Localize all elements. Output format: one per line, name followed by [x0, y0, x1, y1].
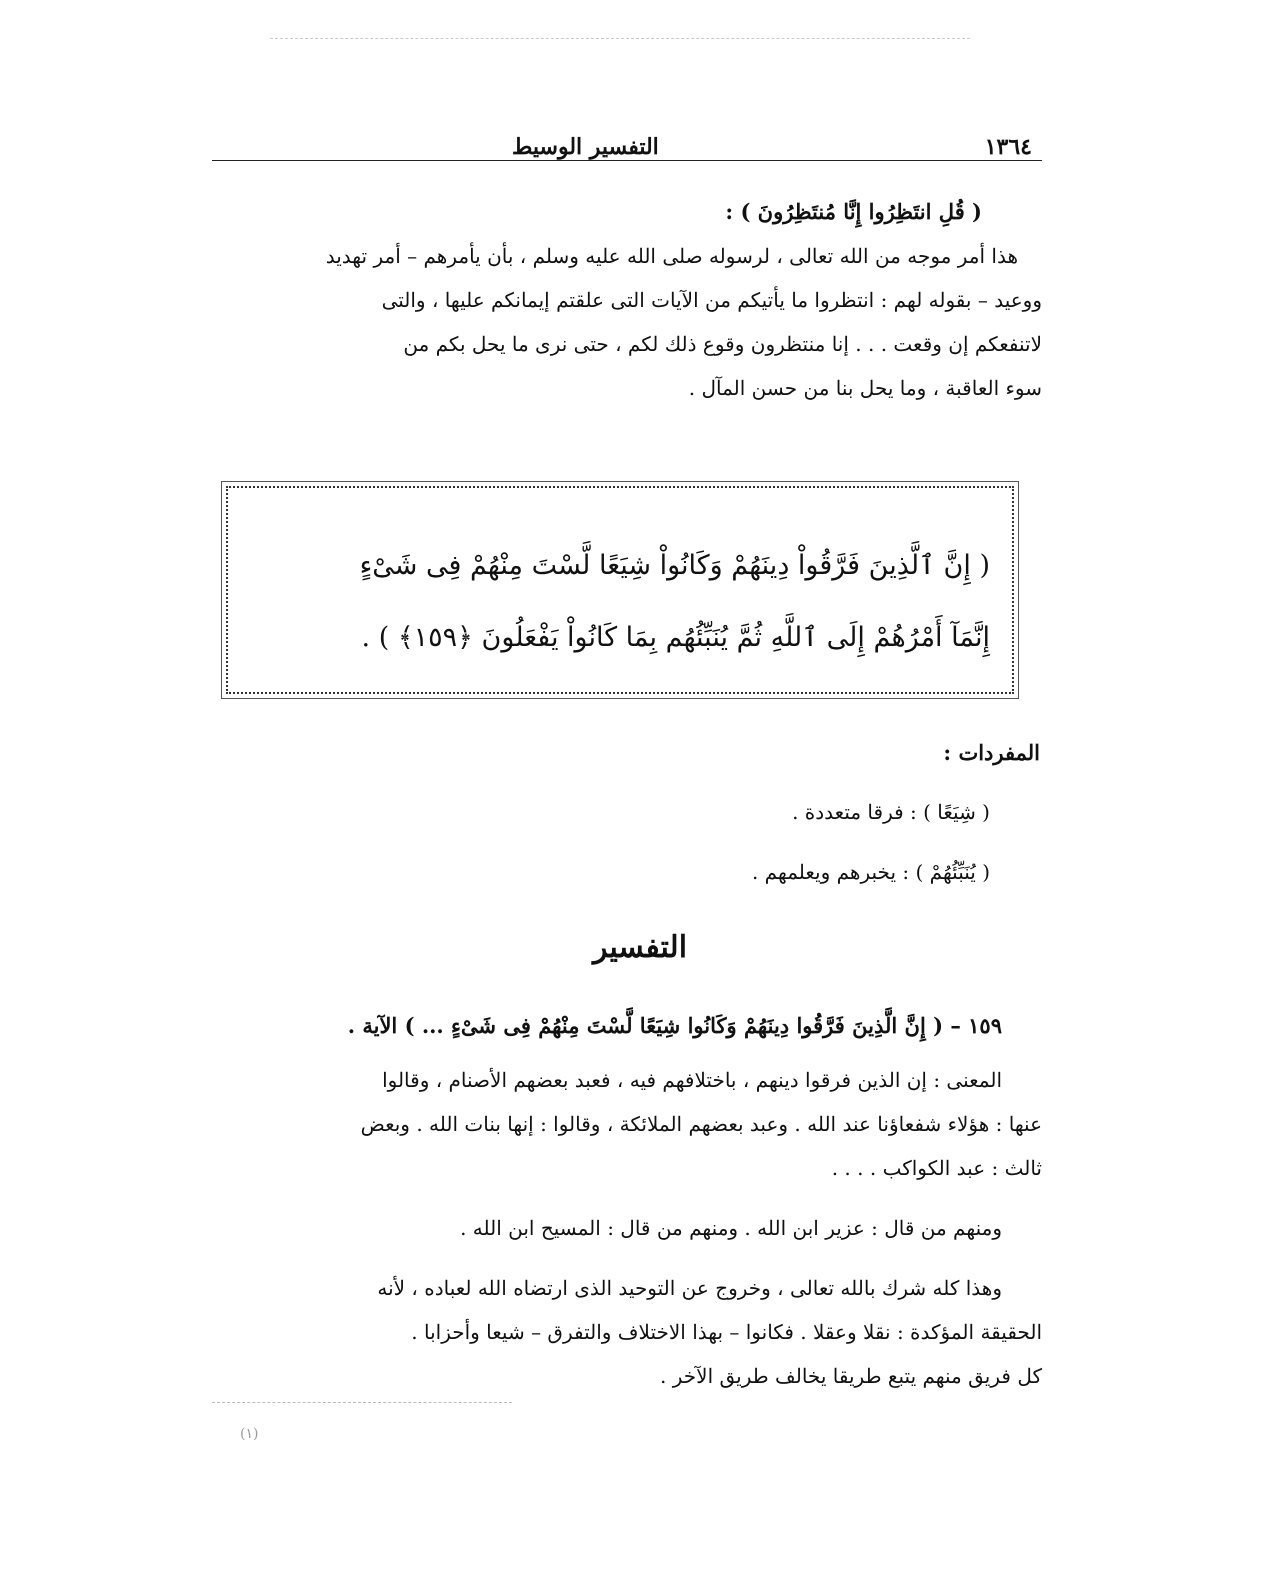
- running-title: التفسير الوسيط: [512, 134, 659, 160]
- tafsir-p3-line-1: وهذا كله شرك بالله تعالى ، وخروج عن التوحيد الذى ارتضاه الله لعباده ، لأنه: [377, 1276, 1002, 1300]
- vocab-item-1: ( شِيَعًا ) : فرقا متعددة .: [792, 800, 990, 824]
- footnote-rule: [212, 1402, 512, 1403]
- top-scan-rule: [270, 38, 970, 39]
- framed-verse: [250, 530, 990, 674]
- tafsir-p2: ومنهم من قال : عزير ابن الله . ومنهم من قال : المسيح ابن الله .: [460, 1216, 1002, 1240]
- vocabulary-heading: المفردات :: [943, 740, 1040, 765]
- intro-line-1: هذا أمر موجه من الله تعالى ، لرسوله صلى الله عليه وسلم ، بأن يأمرهم – أمر تهديد: [325, 244, 1018, 268]
- tafsir-p3-line-3: كل فريق منهم يتبع طريقا يخالف طريق الآخر .: [660, 1364, 1042, 1388]
- tafsir-section: [212, 1004, 1042, 1398]
- intro-section: [212, 190, 1042, 410]
- framed-verse-line-2: إِنَّمَآ أَمْرُهُمْ إِلَى ٱللَّهِ ثُمَّ يُنَبِّئُهُم بِمَا كَانُواْ يَفْعَلُونَ ﴿١٥٩﴾ ) .: [361, 622, 990, 653]
- tafsir-heading: التفسير: [592, 930, 688, 965]
- intro-line-4: سوء العاقبة ، وما يحل بنا من حسن المآل .: [688, 376, 1042, 400]
- tafsir-p3-line-2: الحقيقة المؤكدة : نقلا وعقلا . فكانوا – بهذا الاختلاف والتفرق – شيعا وأحزابا .: [411, 1320, 1042, 1344]
- tafsir-p1-line-2: عنها : هؤلاء شفعاؤنا عند الله . وعبد بعضهم الملائكة ، وقالوا : إنها بنات الله . وبعض: [360, 1112, 1042, 1136]
- intro-line-3: لاتنفعكم إن وقعت . . . إنا منتظرون وقوع ذلك لكم ، حتى نرى ما يحل بكم من: [403, 332, 1042, 356]
- tafsir-verse-ref: ١٥٩ – ( إِنَّ الَّذِينَ فَرَّقُوا دِينَهُمْ وَكَانُوا شِيَعًا لَّسْتَ مِنْهُمْ فِى شَىْءٍ ... ) الآية .: [347, 1013, 1002, 1038]
- intro-verse: ( قُلِ انتَظِرُوا إِنَّا مُنتَظِرُونَ ) :: [725, 199, 982, 224]
- footnote-marker: (١): [240, 1426, 259, 1442]
- tafsir-p1-line-3: ثالث : عبد الكواكب . . . .: [831, 1156, 1042, 1180]
- header-rule: [212, 160, 1042, 161]
- framed-verse-line-1: ( إِنَّ ٱلَّذِينَ فَرَّقُواْ دِينَهُمْ وَكَانُواْ شِيَعًا لَّسْتَ مِنْهُمْ فِى شَىْءٍ: [359, 550, 990, 581]
- tafsir-p1-line-1: المعنى : إن الذين فرقوا دينهم ، باختلافهم فيه ، فعبد بعضهم الأصنام ، وقالوا: [382, 1068, 1002, 1092]
- page-header: [212, 118, 1040, 160]
- page-number: ١٣٦٤: [984, 134, 1032, 160]
- vocab-item-2: ( يُنَبِّئُهُمْ ) : يخبرهم ويعلمهم .: [751, 860, 990, 884]
- intro-line-2: ووعيد – بقوله لهم : انتظروا ما يأتيكم من الآيات التى علقتم إيمانكم عليها ، والتى: [381, 288, 1042, 312]
